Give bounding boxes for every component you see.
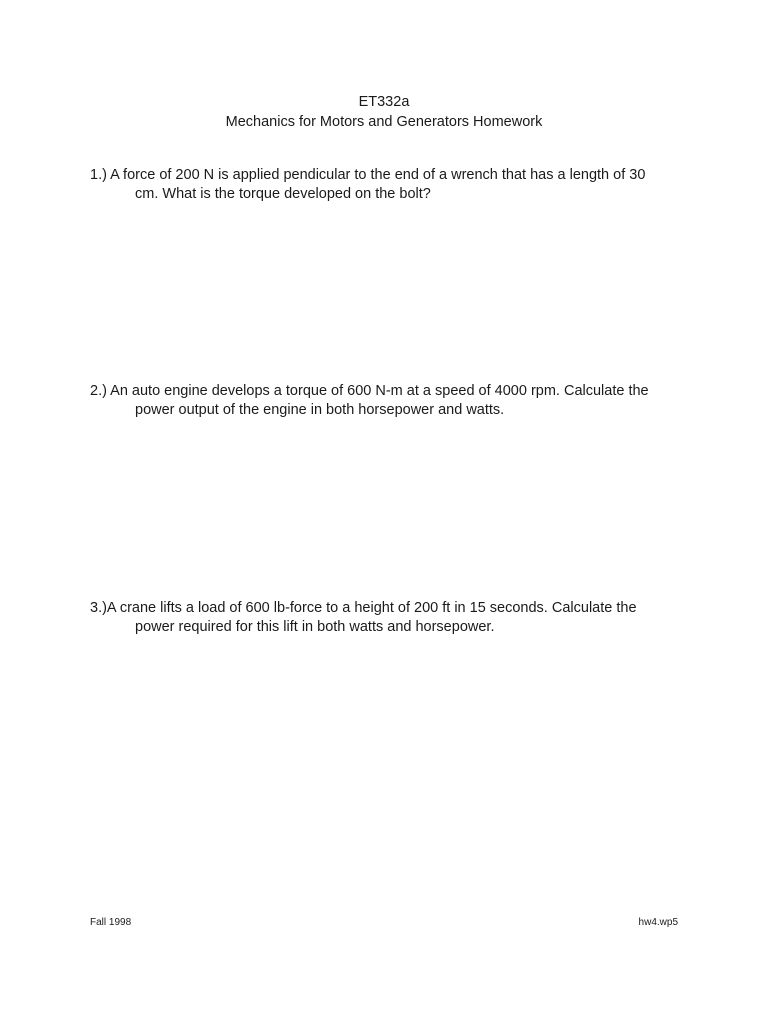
question-2-line-1: 2.) An auto engine develops a torque of 600 N-m at a speed of 4000 rpm. Calculate the [90,383,649,399]
question-2 [90,382,690,420]
question-3 [90,599,690,637]
question-1-line-2: cm. What is the torque developed on the bolt? [135,186,431,202]
question-1-line-1: 1.) A force of 200 N is applied pendicular to the end of a wrench that has a length of 30 [90,167,646,183]
question-1 [90,166,690,204]
course-code: ET332a [358,94,410,110]
title-block [0,92,768,132]
question-3-line-2: power required for this lift in both watts and horsepower. [135,619,495,635]
question-2-line-2: power output of the engine in both horsepower and watts. [135,402,505,418]
footer-semester: Fall 1998 [90,917,132,928]
homework-title: Mechanics for Motors and Generators Homework [225,114,543,130]
footer-filename: hw4.wp5 [638,917,678,928]
question-3-line-1: 3.)A crane lifts a load of 600 lb-force to a height of 200 ft in 15 seconds. Calculate the [90,600,637,616]
